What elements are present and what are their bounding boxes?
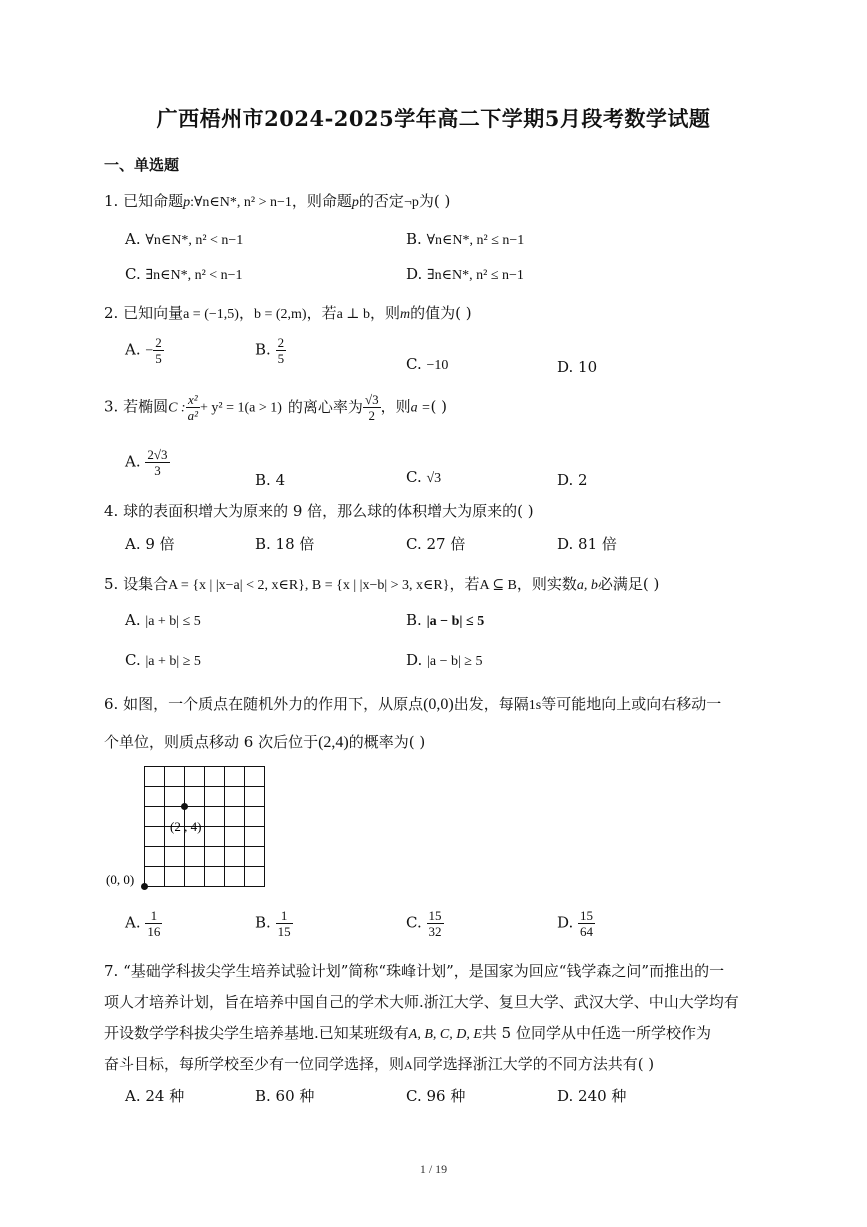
question-3-stem: 3. 若椭圆C : $\frac{\text{x²}}{\text{a²}}$ + y² = 1(a > 1) 的离心率为 $\frac{√3}{2}$ ，则a =( )	[104, 392, 448, 423]
q7-option-b[interactable]: B. 60 种	[255, 1087, 315, 1105]
q1-proposition: :∀n∈N*, n² > n−1	[190, 195, 292, 210]
q3-option-b[interactable]: B. 4	[255, 471, 286, 489]
q1-text-b: ，则命题	[291, 192, 352, 210]
q6-option-b[interactable]: B. $\frac{1}{15}$	[255, 908, 291, 939]
q6-option-d[interactable]: D. $\frac{15}{64}$	[557, 908, 594, 939]
perp-condition: a ⊥ b	[336, 307, 370, 322]
question-4-stem: 4. 球的表面积增大为原来的 9 倍，那么球的体积增大为原来的( )	[104, 502, 534, 520]
q3-option-c[interactable]: C. √3	[406, 468, 442, 486]
q4-option-d[interactable]: D. 81 倍	[557, 535, 617, 553]
q3-option-d[interactable]: D. 2	[557, 471, 588, 489]
q1-text-c: 的否定	[358, 192, 404, 210]
q1-p: p	[183, 195, 191, 210]
q6-option-c[interactable]: C. $\frac{15}{32}$	[406, 908, 442, 939]
vector-b: b = (2,m)	[253, 307, 307, 322]
page-number: 1 / 19	[419, 1162, 448, 1176]
page-title: 广西梧州市2024-2025学年高二下学期5月段考数学试题	[156, 106, 711, 131]
q1-text-a: 1. 已知命题	[104, 192, 184, 210]
q2-option-c[interactable]: C. −10	[406, 355, 449, 373]
q1-negp: ¬p	[403, 195, 419, 210]
q2-option-a[interactable]: A. − $\frac{2}{5}$	[125, 335, 162, 366]
question-7-line4: 奋斗目标，每所学校至少有一位同学选择，则A同学选择浙江大学的不同方法共有( )	[104, 1055, 655, 1073]
q7-option-d[interactable]: D. 240 种	[557, 1087, 627, 1105]
q1-option-b[interactable]: B. ∀n∈N*, n² ≤ n−1	[406, 230, 525, 248]
question-6-line2: 个单位，则质点移动 6 次后位于(2,4)的概率为( )	[104, 733, 426, 751]
q1-option-c[interactable]: C. ∃n∈N*, n² < n−1	[125, 265, 243, 283]
q2-option-d[interactable]: D. 10	[557, 358, 598, 376]
q7-option-a[interactable]: A. 24 种	[125, 1087, 185, 1105]
q1-text-d: 为( )	[418, 192, 451, 210]
grid-lines	[145, 767, 265, 887]
q4-option-c[interactable]: C. 27 倍	[406, 535, 466, 553]
q1-option-a[interactable]: A. ∀n∈N*, n² < n−1	[125, 230, 244, 248]
target-label: (2 , 4)	[170, 819, 202, 834]
q2-option-b[interactable]: B. $\frac{2}{5}$	[255, 335, 285, 366]
question-2-stem: 2. 已知向量a = (−1,5)，b = (2,m)，若a ⊥ b，则m的值为( )	[104, 304, 472, 322]
section-heading: 一、单选题	[104, 156, 180, 174]
question-1-stem	[104, 190, 450, 214]
set-definitions: A = {x | |x−a| < 2, x∈R}, B = {x | |x−b| > 3, x∈R}	[168, 578, 450, 593]
q6-option-a[interactable]: A. $\frac{1}{16}$	[125, 908, 161, 939]
question-6-line1: 6. 如图，一个质点在随机外力的作用下，从原点(0,0)出发，每隔1s等可能地向上或向右移动一	[104, 695, 722, 713]
q4-option-b[interactable]: B. 18 倍	[255, 535, 315, 553]
target-point	[181, 803, 188, 810]
q3-option-a[interactable]: A. $\frac{2√3}{3}$	[125, 447, 168, 478]
q1-p-2: p	[351, 195, 359, 210]
vector-a: a = (−1,5)	[183, 307, 239, 322]
q5-option-a[interactable]: A. |a + b| ≤ 5	[125, 611, 201, 629]
question-5-stem: 5. 设集合A = {x | |x−a| < 2, x∈R}, B = {x | |x−b| > 3, x∈R}，若A ⊆ B，则实数a, b必满足( )	[104, 575, 660, 593]
origin-point	[141, 883, 148, 890]
q1-option-d[interactable]: D. ∃n∈N*, n² ≤ n−1	[406, 265, 524, 283]
question-7-line1: 7. “基础学科拔尖学生培养试验计划”简称“珠峰计划”，是国家为回应“钱学森之问”而推出的一	[104, 962, 725, 980]
q5-option-c[interactable]: C. |a + b| ≥ 5	[125, 651, 201, 669]
q5-option-b[interactable]: B. |a − b| ≤ 5	[406, 611, 485, 629]
question-7-line2: 项人才培养计划，旨在培养中国自己的学术大师.浙江大学、复旦大学、武汉大学、中山大学均有	[104, 993, 739, 1011]
question-7-line3: 开设数学学科拔尖学生培养基地.已知某班级有A, B, C, D, E共 5 位同学从中任选一所学校作为	[104, 1024, 711, 1042]
lattice-grid-figure	[100, 760, 280, 900]
origin-label: (0, 0)	[106, 872, 135, 887]
q7-option-c[interactable]: C. 96 种	[406, 1087, 466, 1105]
q5-option-d[interactable]: D. |a − b| ≥ 5	[406, 651, 483, 669]
q4-option-a[interactable]: A. 9 倍	[125, 535, 175, 553]
